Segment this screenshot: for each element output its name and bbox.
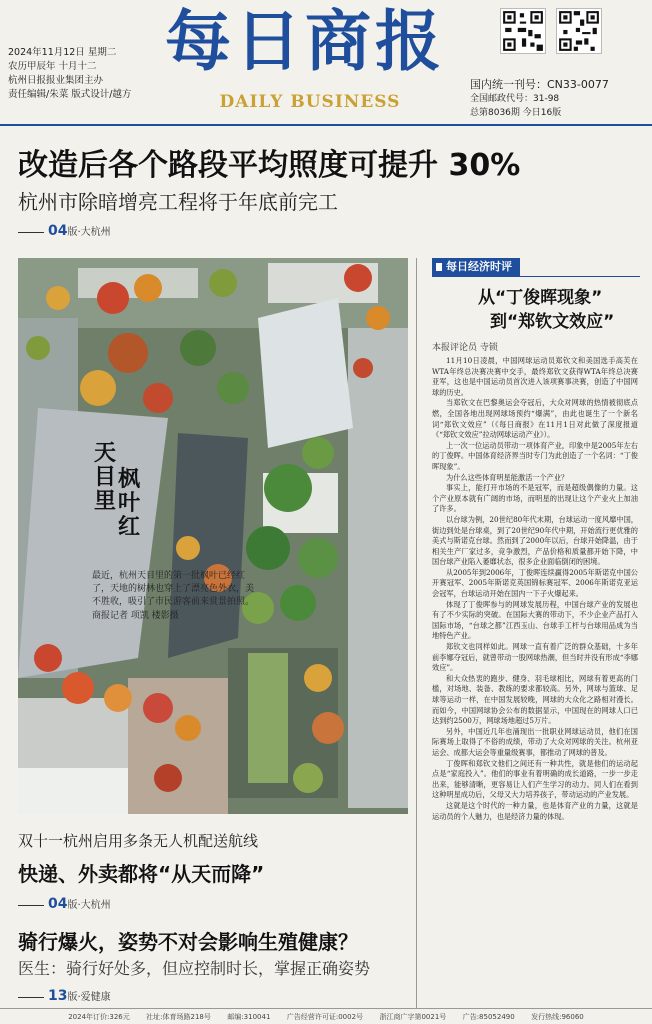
- photo-title-column-2: 枫叶红: [118, 467, 141, 540]
- editorial-title-line-1: 从“丁俊晖现象”: [478, 288, 603, 308]
- newspaper-logo-title: 每日商报: [165, 2, 445, 80]
- story-2-headline[interactable]: 骑行爆火，姿势不对会影响生殖健康？: [18, 930, 358, 954]
- issue-date: 2024年11月12日 星期二: [8, 47, 117, 58]
- pageref-dash: [18, 997, 44, 998]
- pageref-section: 版·大杭州: [67, 227, 111, 238]
- editorial-paragraph: 和大众热衷的跑步、健身、羽毛球相比，网球有着更高的门槛，对场地、装备、教练的要求都较高。另外，网球与篮球、足球等运动一样，在中国发展较晚，网球的大众化之路相对漫长。而如今，中国网球协会公布的数据显示，中国现在的网球人口已达到约2500万，网球场地超过5万片。: [432, 673, 638, 726]
- editorial-author: 本报评论员 寺锁: [432, 343, 498, 353]
- issue-domestic: 国内统一刊号：CN33-0077: [470, 78, 609, 91]
- pageref-number: 04: [48, 896, 68, 912]
- editorial-paragraph: 事实上，能打开市场的不是冠军，而是超级偶像的力量。这个产业原本就有广阔的市场，而明星的出现让这个产业火上加油了许多。: [432, 483, 638, 514]
- lead-headline[interactable]: 改造后各个路段平均照度可提升 30%: [18, 148, 521, 183]
- lunar-date: 农历甲辰年 十月十二: [8, 61, 97, 72]
- photo-caption: [92, 570, 254, 623]
- editorial-body: [432, 356, 638, 822]
- pageref-section: 版·大杭州: [67, 900, 111, 911]
- column-divider: [416, 258, 417, 1008]
- pageref-dash: [18, 232, 44, 233]
- photo-title-column-1: 天目里: [94, 441, 117, 514]
- editors: 责任编辑/朱菜 版式设计/越方: [8, 89, 132, 100]
- editorial-title[interactable]: [478, 286, 614, 334]
- footer-item: 浙江商广字第0021号: [379, 1012, 447, 1021]
- pageref-number: 13: [48, 988, 68, 1004]
- issue-info: [470, 78, 609, 120]
- masthead: [0, 0, 652, 125]
- qr-code-1[interactable]: [500, 8, 546, 54]
- footer-item: 发行热线:96060: [531, 1012, 584, 1021]
- newspaper-logo-subtitle: DAILY BUSINESS: [219, 92, 401, 112]
- footer-item: 邮编:310041: [227, 1012, 271, 1021]
- pageref-section: 版·爱健康: [67, 992, 111, 1003]
- editorial-tag-rule: [432, 276, 640, 277]
- footer-item: 社址:体育场路218号: [146, 1012, 211, 1021]
- qr-code-icon: [557, 9, 601, 53]
- qr-code-icon: [501, 9, 545, 53]
- editorial-paragraph: 11月10日凌晨，中国网球运动员郑钦文和美国选手高芙在WTA年终总决赛决赛中交手，最终郑钦文获得WTA年终总决赛亚军，这也是中国运动员首次进入该项赛事决赛，创造了中国网球的历史。: [432, 356, 638, 397]
- story-1-kicker: 双十一杭州启用多条无人机配送航线: [18, 832, 259, 850]
- editorial-paragraph: 为什么这些体育明星能激活一个产业？: [446, 472, 569, 482]
- lead-page-reference[interactable]: [18, 223, 111, 239]
- story-1-headline[interactable]: 快递、外卖都将“从天而降”: [18, 862, 265, 886]
- aerial-photo-illustration: [18, 258, 408, 814]
- lead-subhead: 杭州市除暗增亮工程将于年底前完工: [18, 190, 338, 214]
- editorial-paragraph: 当郑钦文在巴黎奥运会夺冠后，大众对网球的热情被彻底点燃，全国各地出现网球场预约“爆满”，由此也诞生了一个新名词“郑钦文效应”（《每日商报》在11月1日对此做了深度报道《“郑钦文效应”拉动网球运动产业》）。: [432, 398, 638, 440]
- footer-item: 广告经营许可证:0002号: [286, 1012, 364, 1021]
- footer-item: 广告:85052490: [462, 1012, 515, 1021]
- story-1-page-reference[interactable]: [18, 896, 111, 912]
- pageref-dash: [18, 905, 44, 906]
- pageref-number: 04: [48, 223, 68, 239]
- story-2-page-reference[interactable]: [18, 988, 111, 1004]
- story-2-subhead: 医生：骑行好处多，但应控制时长，掌握正确姿势: [18, 959, 371, 978]
- photo-title: [94, 442, 142, 540]
- issue-total: 总第8036期 今日16版: [470, 108, 562, 118]
- editorial-paragraph: 丁俊晖和郑钦文他们之间还有一种共性，就是他们的运动起点是“家庭投入”。他们的事业有着明确的成长道路，一步一步走出来，能够清晰，更容易让人们产生学习的动力。同人们在看到这种明星成功后，父母又大力培养孩子，带动运动的产业发展。: [432, 758, 638, 800]
- photo-credit: 商报记者 项凯 楼影摄: [92, 611, 179, 621]
- masthead-rule: [0, 124, 652, 126]
- editorial-paragraph: 上一次一位运动员带动一项体育产业，印象中是2005年左右的丁俊晖。中国体育经济界当时专门为此创造了一个名词：“丁俊晖现象”。: [432, 440, 638, 471]
- editorial-column-tag: 每日经济时评: [432, 258, 520, 276]
- footer-item: 2024年订价:326元: [68, 1012, 130, 1021]
- editorial-title-line-2: 到“郑钦文效应”: [490, 312, 615, 332]
- qr-code-2[interactable]: [556, 8, 602, 54]
- editorial-paragraph: 这就是这个时代的一种力量，也是体育产业的力量，这就是运动员的个人魅力，也是经济力量的体现。: [432, 800, 638, 821]
- editorial-paragraph: 另外，中国近几年也涌现出一批职业网球运动员，他们在国际赛场上取得了不俗的成绩，带动了大众对网球的关注。杭州亚运会、成都大运会等重量级赛事，都推动了网球的普及。: [432, 726, 638, 757]
- date-block: [8, 46, 131, 102]
- aerial-photo: [18, 258, 408, 814]
- editorial-paragraph: 体现了丁俊晖参与的网球发展历程，中国台球产业的发展也有了不少实际的突破。在国际大赛的带动下，不少企业产品打入国际市场，“台球之都”江西玉山、台球手工杆与台球用品成为当地特色产业。: [432, 599, 638, 641]
- photo-caption-text: 最近，杭州天目里的第一批枫叶已经红了，天地的树林也穿上了漂亮色外衣，美不胜收，吸引了市民游客前来赏景拍照。: [92, 571, 255, 607]
- editorial-paragraph: 从2005年到2006年，丁俊晖连续赢得2005年斯诺克中国公开赛冠军、2005年斯诺克英国锦标赛冠军、2006年斯诺克亚运会冠军，台球运动开始在国内一下子火爆起来。: [432, 567, 638, 599]
- page-footer: [0, 1008, 652, 1024]
- issue-postal: 全国邮政代号：31-98: [470, 94, 560, 104]
- editorial-paragraph: 以台球为例，20世纪80年代末期，台球运动一度风靡中国，街边到处是台球桌，到了20世纪90年代中期，开始流行更优雅的美式与斯诺克台球。然而到了2000年以后，台球开始降温，由于相关生产厂家过多，竞争激烈，产品价格和质量都开始下降，中国台球产业陷入萎靡状态，很多企业面临倒闭的困境。: [432, 514, 638, 567]
- publisher: 杭州日报报业集团主办: [8, 75, 104, 86]
- editorial-paragraph: 郑钦文也同样如此。网球一直有着广泛的群众基础，十多年前李娜夺冠后，就曾带动一股网球热潮，但当时并没有形成“李娜效应”。: [432, 642, 638, 673]
